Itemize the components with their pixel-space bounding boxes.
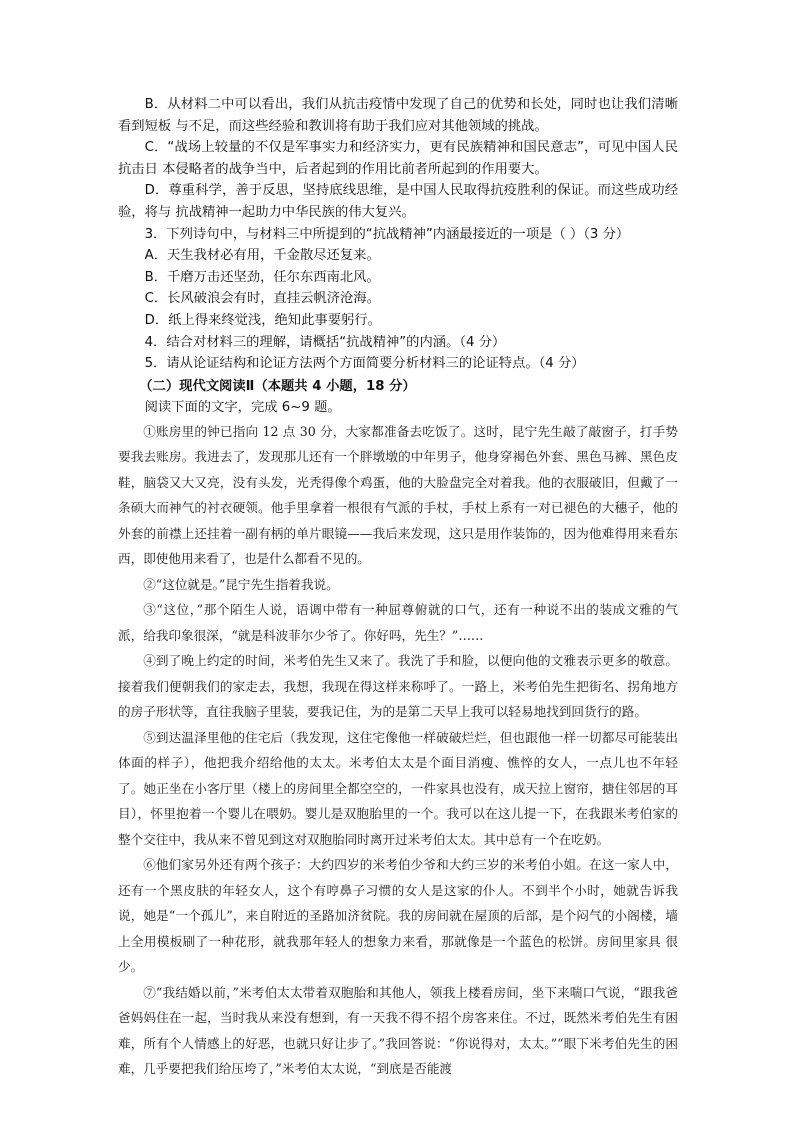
question-3-option-d: D．纸上得来终觉浅，绝知此事要躬行。 xyxy=(144,312,381,328)
passage-paragraph-2: ②“这位就是。”昆宁先生指着我说。 xyxy=(143,576,339,592)
passage-paragraph-5: ⑤到达温泽里他的住宅后（我发现，这住宅像他一样破破烂烂，但也跟他一样一切都尽可能装出体面的样子），他把我介绍给他的太太。米考伯太太是个面目消瘦、憔悴的女人，一点儿也不年轻了。她正坐在小客厅里（楼上的房间里全都空空的，一件家具也没有，成天拉上窗帘，搪住邻居的耳目），怀里抱着一个婴儿在喂奶。婴儿是双胞胎里的一个。我可以在这儿提一下，在我跟米考伯家的整个交往中，我从来不曾见到这对双胞胎同时离开过米考伯太太。其中总有一个在吃奶。 xyxy=(118,729,678,847)
passage-paragraph-3: ③“这位，”那个陌生人说，语调中带有一种屈尊俯就的口气，还有一种说不出的装成文雅的气派，给我印象很深，“就是科波菲尔少爷了。你好吗，先生？”…… xyxy=(118,602,678,643)
question-3: 3．下列诗句中，与材料三中所提到的“抗战精神”内涵最接近的一项是（ ）（3 分） xyxy=(144,226,630,242)
reading-instruction: 阅读下面的文字，完成 6~9 题。 xyxy=(144,400,341,416)
passage-paragraph-7: ⑦“我结婚以前，”米考伯太太带着双胞胎和其他人，领我上楼看房间，坐下来喘口气说，“跟我爸爸妈妈住在一起，当时我从来没有想到，有一天我不得不招个房客来住。不过，既然米考伯先生有困难，所有个人情感上的好恶，也就只好让步了。”我回答说：“你说得对，太太。”“眼下米考伯先生的困难，几乎要把我们给压垮了，”米考伯太太说，“到底是否能渡 xyxy=(118,984,678,1077)
question-3-option-c: C．长风破浪会有时，直挂云帆济沧海。 xyxy=(144,291,380,307)
option-c-text: C．“战场上较量的不仅是军事实力和经济实力，更有民族精神和国民意志”，可见中国人民抗击日 本侵略者的战争当中，后者起到的作用比前者所起到的作用要大。 xyxy=(118,140,678,177)
document-body xyxy=(118,94,678,1082)
option-d-text: D．尊重科学，善于反思，坚持底线思维，是中国人民取得抗疫胜利的保证。而这些成功经验，将与 抗战精神一起助力中华民族的伟大复兴。 xyxy=(118,183,678,220)
question-3-option-a: A．天生我材必有用，千金散尽还复来。 xyxy=(144,248,380,264)
question-5: 5．请从论证结构和论证方法两个方面简要分析材料三的论证特点。（4 分） xyxy=(144,356,585,372)
question-3-option-b: B．千磨万击还坚劲，任尔东西南北风。 xyxy=(144,269,380,285)
passage-paragraph-6: ⑥他们家另外还有两个孩子：大约四岁的米考伯少爷和大约三岁的米考伯小姐。在这一家人中，还有一个黑皮肤的年轻女人，这个有哼鼻子习惯的女人是这家的仆人。不到半个小时，她就告诉我说，她是“一个孤儿”，来自附近的圣路加济贫院。我的房间就在屋顶的后部，是个闷气的小阁楼，墙上全用模板刷了一种花形，就我那年轻人的想象力来看，那就像是一个蓝色的松饼。房间里家具 很少。 xyxy=(118,857,678,975)
section-heading: （二）现代文阅读Ⅱ（本题共 4 小题，18 分） xyxy=(139,378,416,394)
passage-paragraph-1: ①账房里的钟已指向 12 点 30 分，大家都准备去吃饭了。这时，昆宁先生敲了敲窗子，打手势要我去账房。我进去了，发现那儿还有一个胖墩墩的中年男子，他身穿褐色外套、黑色马裤、黑色皮鞋，脑袋又大又亮，没有头发，光秃得像个鸡蛋，他的大脸盘完全对着我。他的衣服破旧，但戴了一条硕大而神气的衬衣硬领。他手里拿着一根很有气派的手杖，手杖上系有一对已褪色的大穗子，他的外套的前襟上还挂着一副有柄的单片眼镜——我后来发现，这只是用作装饰的，因为他难得用来看东西，即使他用来看了，也是什么都看不见的。 xyxy=(118,423,678,567)
question-4: 4．结合对材料三的理解，请概括“抗战精神”的内涵。（4 分） xyxy=(144,334,506,350)
passage-paragraph-4: ④到了晚上约定的时间，米考伯先生又来了。我洗了手和脸，以便向他的文雅表示更多的敬意。接着我们便朝我们的家走去，我想，我现在得这样来称呼了。一路上，米考伯先生把街名、拐角地方的房子形状等，直往我脑子里装，要我记住，为的是第二天早上我可以轻易地找到回货行的路。 xyxy=(118,653,678,720)
option-b-text: B．从材料二中可以看出，我们从抗击疫情中发现了自己的优势和长处，同时也让我们清晰看到短板 与不足，而这些经验和教训将有助于我们应对其他领域的挑战。 xyxy=(118,97,678,134)
